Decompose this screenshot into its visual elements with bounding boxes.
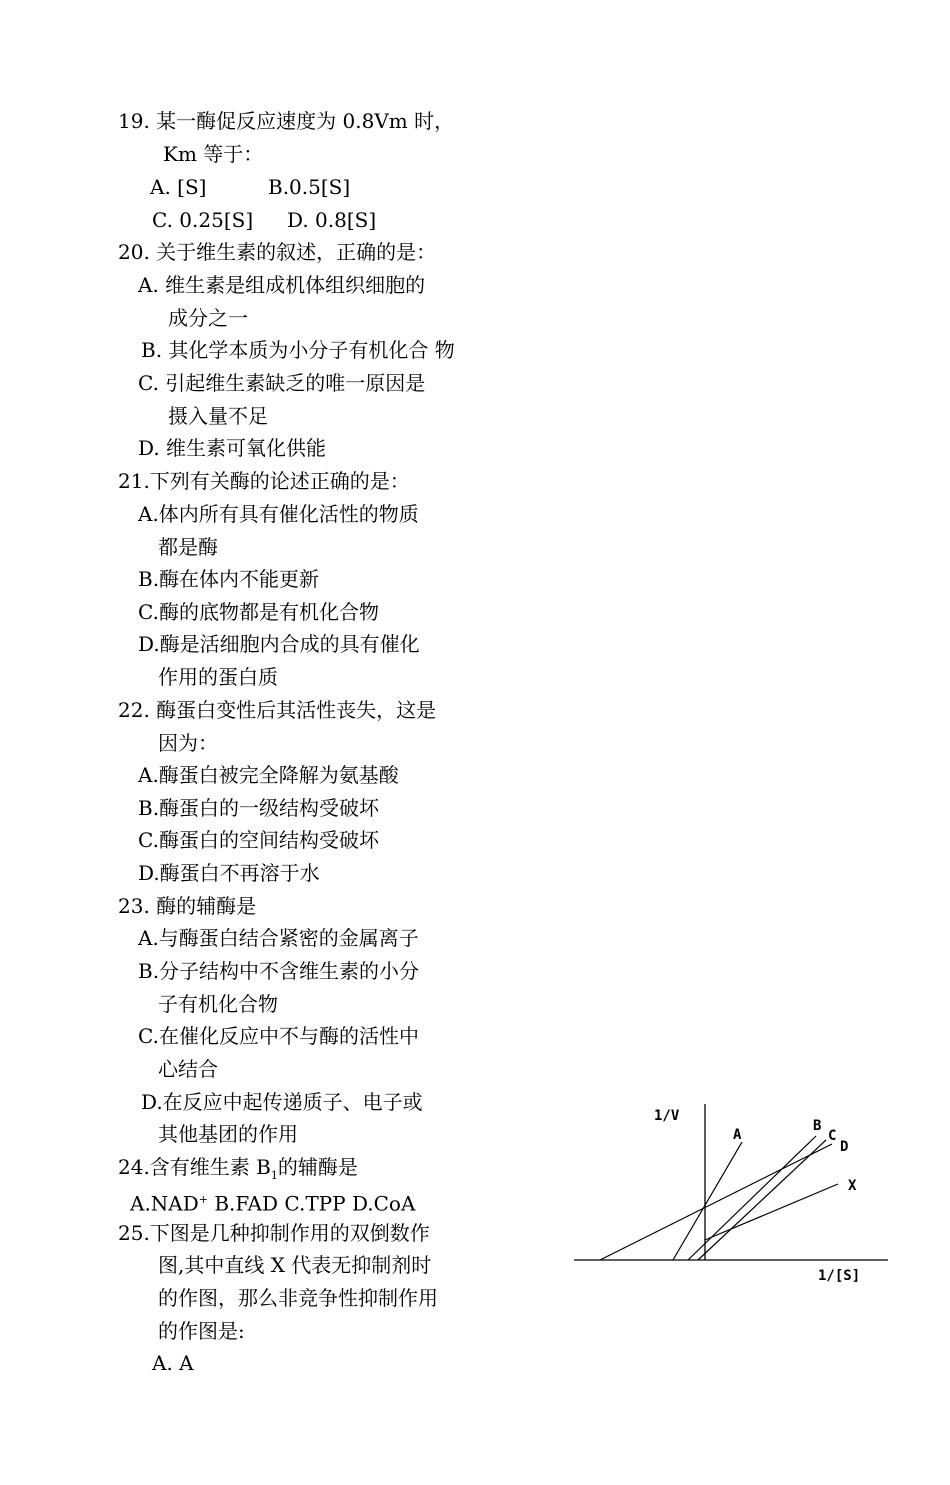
option-d: D.酶是活细胞内合成的具有催化	[138, 632, 420, 656]
option-b: B.酶在体内不能更新	[138, 567, 320, 591]
question-21-stem: 21.下列有关酶的论述正确的是：	[118, 469, 410, 493]
option-c: C.在催化反应中不与酶的活性中	[138, 1024, 419, 1048]
option-d: D. 0.8[S]	[287, 208, 377, 232]
question-20-stem: 20. 关于维生素的叙述，正确的是：	[118, 240, 437, 264]
option-c: C. 0.25[S]	[152, 208, 254, 232]
question-19-stem-cont: Km 等于：	[163, 142, 264, 166]
line-a	[673, 1142, 742, 1260]
label-a: A	[733, 1127, 742, 1143]
question-23-stem: 23. 酶的辅酶是	[118, 894, 257, 918]
question-25-stem-cont-1: 图,其中直线 X 代表无抑制剂时	[158, 1253, 432, 1277]
option-d-cont: 作用的蛋白质	[158, 665, 278, 689]
question-22-stem-cont: 因为：	[158, 731, 218, 755]
x-axis-label: 1/[S]	[818, 1268, 861, 1284]
label-x: X	[848, 1178, 857, 1194]
option-c: C.酶蛋白的空间结构受破坏	[138, 828, 379, 852]
option-c: C.酶的底物都是有机化合物	[138, 600, 379, 624]
label-d: D	[840, 1139, 849, 1155]
question-24-options: A.NAD+ B.FAD C.TPP D.CoA	[130, 1191, 416, 1216]
option-b: B.0.5[S]	[268, 175, 351, 199]
line-c	[698, 1140, 826, 1260]
option-b: B.酶蛋白的一级结构受破坏	[138, 796, 380, 820]
option-a-cont: 都是酶	[158, 535, 218, 559]
question-25-stem: 25.下图是几种抑制作用的双倒数作	[118, 1221, 430, 1245]
option-d: D. 维生素可氧化供能	[138, 436, 327, 460]
option-b: B.分子结构中不含维生素的小分	[138, 959, 420, 983]
question-19-stem: 19. 某一酶促反应速度为 0.8Vm 时，	[118, 109, 455, 133]
label-b: B	[813, 1118, 822, 1134]
option-a: A.与酶蛋白结合紧密的金属离子	[138, 926, 419, 950]
option-c-cont: 摄入量不足	[168, 404, 268, 428]
lineweaver-burk-plot	[570, 1100, 900, 1300]
option-a: A.酶蛋白被完全降解为氨基酸	[138, 763, 399, 787]
option-b-cont: 子有机化合物	[158, 992, 278, 1016]
option-a: A. [S]	[150, 175, 207, 199]
option-d: D.在反应中起传递质子、电子或	[141, 1090, 423, 1114]
option-d-cont: 其他基团的作用	[158, 1122, 298, 1146]
option-a: A. A	[152, 1351, 194, 1375]
question-25-stem-cont-2: 的作图，那么非竞争性抑制作用	[158, 1286, 438, 1310]
option-a: A. 维生素是组成机体组织细胞的	[138, 273, 426, 297]
option-c: C. 引起维生素缺乏的唯一原因是	[138, 371, 426, 395]
label-c: C	[828, 1128, 837, 1144]
question-22-stem: 22. 酶蛋白变性后其活性丧失，这是	[118, 698, 437, 722]
question-24-stem: 24.含有维生素 $B_1$的辅酶是	[118, 1155, 358, 1182]
line-x	[705, 1184, 838, 1240]
y-axis-label: 1/V	[654, 1108, 680, 1124]
option-c-cont: 心结合	[158, 1057, 218, 1081]
option-a-cont: 成分之一	[168, 306, 248, 330]
question-25-stem-cont-3: 的作图是:	[158, 1319, 245, 1343]
option-a: A.体内所有具有催化活性的物质	[138, 502, 419, 526]
line-b	[688, 1136, 816, 1260]
option-b: B. 其化学本质为小分子有机化合 物	[141, 338, 455, 362]
option-d: D.酶蛋白不再溶于水	[138, 861, 320, 885]
